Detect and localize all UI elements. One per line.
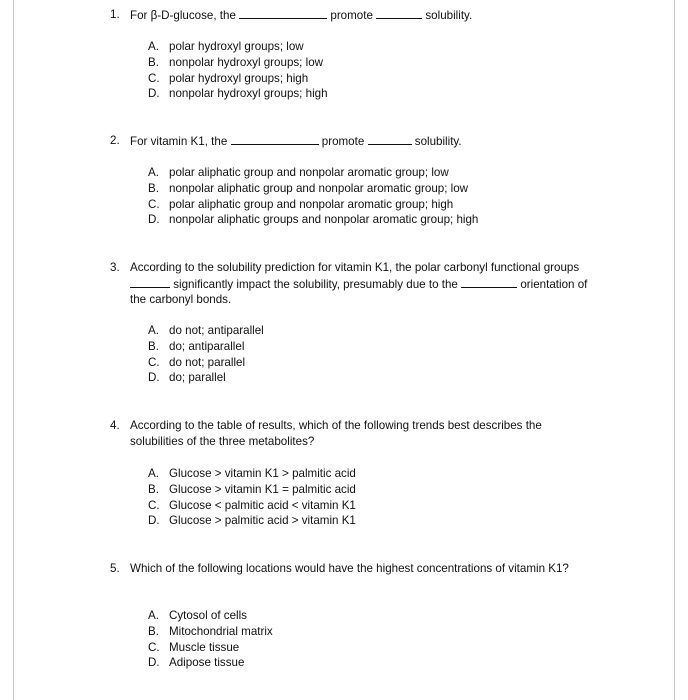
answer-blank[interactable]: [461, 276, 517, 288]
answer-option[interactable]: [148, 212, 478, 228]
stem-text: According to the solubility prediction for vitamin K1, the polar carbonyl functional groups: [130, 261, 580, 274]
option-text: do not; parallel: [169, 355, 246, 369]
option-letter: A.: [148, 166, 159, 179]
page-edge-right: [674, 0, 675, 700]
stem-text: For β-D-glucose, the: [130, 9, 236, 22]
answer-option[interactable]: [148, 624, 273, 640]
answer-options: [148, 466, 356, 529]
question-stem-row: [0, 260, 590, 308]
question-stem: [130, 7, 590, 24]
question-number: 4.: [110, 419, 120, 432]
option-text: do not; antiparallel: [169, 324, 264, 337]
option-letter: C.: [148, 71, 160, 85]
answer-option[interactable]: [148, 181, 478, 197]
question-stem-row: [0, 561, 590, 577]
answer-option[interactable]: [148, 482, 356, 498]
question-number: 2.: [110, 134, 120, 147]
answer-options: [148, 323, 264, 386]
option-text: Glucose < palmitic acid < vitamin K1: [169, 498, 356, 512]
option-text: polar hydroxyl groups; high: [169, 71, 309, 85]
option-text: Mitochondrial matrix: [169, 624, 273, 638]
question-stem: [130, 133, 590, 150]
option-letter: B.: [148, 624, 159, 638]
option-letter: B.: [148, 181, 159, 195]
question-stem: Which of the following locations would have the highest concentrations of vitamin K1?: [130, 562, 569, 575]
option-text: nonpolar hydroxyl groups; high: [169, 87, 328, 101]
answer-option[interactable]: [148, 640, 273, 656]
answer-option[interactable]: [148, 498, 356, 514]
option-letter: A.: [148, 324, 159, 337]
answer-option[interactable]: [148, 655, 273, 671]
option-letter: A.: [148, 609, 159, 622]
option-text: nonpolar aliphatic group and nonpolar aromatic group; low: [169, 181, 469, 195]
option-letter: D.: [148, 213, 160, 227]
option-text: nonpolar hydroxyl groups; low: [169, 55, 324, 69]
answer-blank[interactable]: [231, 133, 319, 145]
answer-blank[interactable]: [239, 7, 327, 19]
stem-text: orientation of the carbonyl bonds.: [130, 277, 588, 307]
stem-text: solubility.: [425, 9, 473, 22]
question-2: [0, 133, 688, 227]
option-text: Cytosol of cells: [169, 609, 247, 622]
option-letter: D.: [148, 514, 160, 528]
option-letter: D.: [148, 656, 160, 670]
option-letter: A.: [148, 40, 159, 53]
stem-text: For vitamin K1, the: [130, 135, 228, 148]
answer-option[interactable]: [148, 323, 264, 339]
stem-text: significantly impact the solubility, presumably due to the: [173, 277, 458, 291]
option-letter: B.: [148, 55, 159, 69]
option-text: polar hydroxyl groups; low: [169, 40, 304, 53]
option-text: Glucose > vitamin K1 > palmitic acid: [169, 467, 356, 480]
question-stem: According to the table of results, which of the following trends best describes the solubilities of the three metabolites?: [130, 419, 542, 448]
answer-option[interactable]: [148, 355, 264, 371]
question-stem-row: [0, 133, 590, 150]
option-letter: D.: [148, 87, 160, 101]
option-letter: B.: [148, 482, 159, 496]
answer-blank[interactable]: [376, 7, 422, 19]
option-text: do; parallel: [169, 371, 226, 385]
option-text: polar aliphatic group and nonpolar aromatic group; low: [169, 166, 449, 179]
option-letter: C.: [148, 640, 160, 654]
question-number: 3.: [110, 261, 120, 274]
stem-text: solubility.: [414, 135, 462, 148]
option-text: Glucose > vitamin K1 = palmitic acid: [169, 482, 356, 496]
answer-option[interactable]: [148, 513, 356, 529]
question-1: [0, 7, 688, 101]
option-letter: C.: [148, 197, 160, 211]
answer-option[interactable]: [148, 165, 478, 181]
question-number: 5.: [110, 562, 120, 575]
answer-blank[interactable]: [368, 133, 412, 145]
option-letter: A.: [148, 467, 159, 480]
answer-option[interactable]: [148, 86, 328, 102]
answer-option[interactable]: [148, 466, 356, 482]
option-letter: C.: [148, 355, 160, 369]
answer-options: [148, 39, 328, 102]
question-stem-row: [0, 7, 590, 24]
answer-option[interactable]: [148, 39, 328, 55]
question-stem: [130, 260, 590, 308]
option-text: do; antiparallel: [169, 339, 245, 353]
option-letter: D.: [148, 371, 160, 385]
question-stem-row: [0, 418, 590, 449]
option-text: Adipose tissue: [169, 656, 245, 670]
question-number: 1.: [110, 8, 120, 21]
answer-option[interactable]: [148, 370, 264, 386]
option-text: nonpolar aliphatic groups and nonpolar aromatic group; high: [169, 213, 479, 227]
answer-option[interactable]: [148, 71, 328, 87]
page-edge-left: [13, 0, 14, 700]
answer-option[interactable]: [148, 339, 264, 355]
question-5: [0, 561, 688, 670]
answer-option[interactable]: [148, 197, 478, 213]
stem-text: promote: [321, 135, 365, 148]
answer-option[interactable]: [148, 608, 273, 624]
option-text: Muscle tissue: [169, 640, 240, 654]
question-4: [0, 418, 688, 528]
answer-options: [148, 608, 273, 671]
stem-text: promote: [330, 9, 373, 22]
option-letter: B.: [148, 339, 159, 353]
option-letter: C.: [148, 498, 160, 512]
option-text: polar aliphatic group and nonpolar aromatic group; high: [169, 197, 454, 211]
answer-options: [148, 165, 478, 228]
question-3: [0, 260, 688, 385]
answer-option[interactable]: [148, 55, 328, 71]
answer-blank[interactable]: [130, 276, 170, 288]
option-text: Glucose > palmitic acid > vitamin K1: [169, 514, 356, 528]
